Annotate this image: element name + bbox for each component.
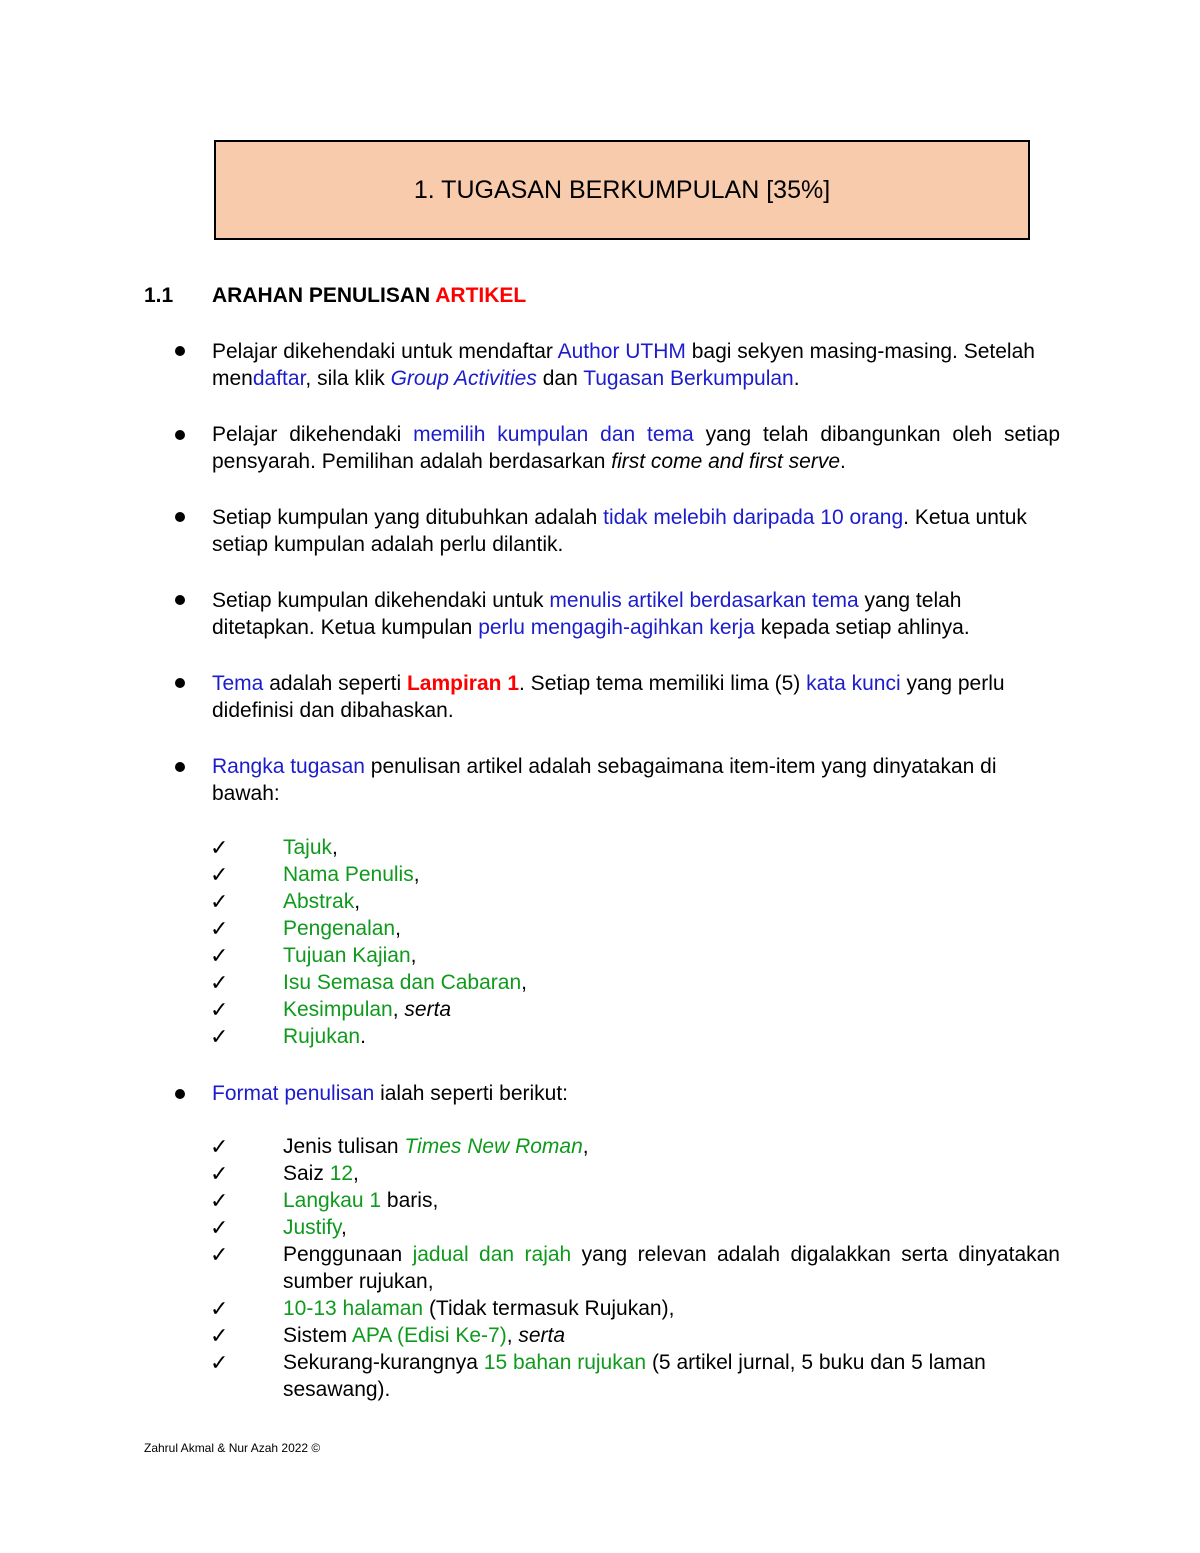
- list-item: Rujukan.: [283, 1025, 366, 1048]
- check-icon: ✓: [210, 862, 229, 887]
- list-item: Kesimpulan, serta: [283, 998, 452, 1021]
- list-item: Sistem APA (Edisi Ke-7), serta: [283, 1324, 566, 1347]
- bullet-icon: [175, 512, 185, 522]
- list-item: Tujuan Kajian,: [283, 944, 417, 967]
- list-item: Pengenalan,: [283, 917, 401, 940]
- list-item: Nama Penulis,: [283, 863, 420, 886]
- check-icon: ✓: [210, 1350, 229, 1375]
- check-icon: ✓: [210, 916, 229, 941]
- list-item: Saiz 12,: [283, 1162, 359, 1185]
- footer-copyright: Zahrul Akmal & Nur Azah 2022 ©: [144, 1441, 321, 1455]
- check-icon: ✓: [210, 1188, 229, 1213]
- list-item: Justify,: [283, 1216, 347, 1239]
- section-heading: [144, 284, 526, 308]
- check-icon: ✓: [210, 1296, 229, 1321]
- bullet-icon: [175, 1089, 185, 1099]
- section-number: 1.1: [144, 284, 174, 307]
- check-icon: ✓: [210, 997, 229, 1022]
- bullet-icon: [175, 595, 185, 605]
- bullet-icon: [175, 762, 185, 772]
- bullet-icon: [175, 678, 185, 688]
- bullet-paragraph-4: Setiap kumpulan dikehendaki untuk menulis artikel berdasarkan tema yang telah ditetapkan. Ketua kumpulan perlu mengagih-agihkan kerja kepada setiap ahlinya.: [212, 589, 970, 639]
- list-item: Sekurang-kurangnya 15 bahan rujukan (5 artikel jurnal, 5 buku dan 5 laman sesawang).: [283, 1351, 986, 1401]
- page-title: 1. TUGASAN BERKUMPULAN [35%]: [413, 175, 831, 204]
- list-item: Tajuk,: [283, 836, 338, 859]
- bullet-paragraph-7: Format penulisan ialah seperti berikut:: [212, 1082, 569, 1105]
- list-item: Abstrak,: [283, 890, 361, 913]
- check-icon: ✓: [210, 1323, 229, 1348]
- title-box: [214, 140, 1030, 240]
- check-icon: ✓: [210, 1161, 229, 1186]
- list-item: Jenis tulisan Times New Roman,: [283, 1135, 589, 1158]
- bullet-icon: [175, 346, 185, 356]
- check-icon: ✓: [210, 1024, 229, 1049]
- bullet-paragraph-1: Pelajar dikehendaki untuk mendaftar Author UTHM bagi sekyen masing-masing. Setelah mendaftar, sila klik Group Activities dan Tugasan Berkumpulan.: [212, 340, 1035, 390]
- list-item: Penggunaan jadual dan rajah yang relevan adalah digalakkan serta dinyatakan sumber rujukan,: [283, 1243, 1060, 1293]
- section-title-highlight: ARTIKEL: [435, 284, 527, 307]
- list-item: Langkau 1 baris,: [283, 1189, 439, 1212]
- bullet-paragraph-5: Tema adalah seperti Lampiran 1. Setiap tema memiliki lima (5) kata kunci yang perlu didefinisi dan dibahaskan.: [212, 672, 1005, 722]
- check-icon: ✓: [210, 1134, 229, 1159]
- check-icon: ✓: [210, 1215, 229, 1240]
- list-item: 10-13 halaman (Tidak termasuk Rujukan),: [283, 1297, 675, 1320]
- check-icon: ✓: [210, 1242, 229, 1267]
- check-icon: ✓: [210, 835, 229, 860]
- bullet-paragraph-2: Pelajar dikehendaki memilih kumpulan dan tema yang telah dibangunkan oleh setiap pensyarah. Pemilihan adalah berdasarkan first come and first serve.: [212, 423, 1061, 473]
- check-icon: ✓: [210, 970, 229, 995]
- section-title: ARAHAN PENULISAN: [212, 284, 436, 307]
- list-item: Isu Semasa dan Cabaran,: [283, 971, 527, 994]
- bullet-icon: [175, 430, 185, 440]
- check-icon: ✓: [210, 889, 229, 914]
- check-icon: ✓: [210, 943, 229, 968]
- bullet-paragraph-6: Rangka tugasan penulisan artikel adalah sebagaimana item-item yang dinyatakan di bawah:: [212, 755, 997, 805]
- bullet-paragraph-3: Setiap kumpulan yang ditubuhkan adalah tidak melebih daripada 10 orang. Ketua untuk setiap kumpulan adalah perlu dilantik.: [212, 506, 1027, 556]
